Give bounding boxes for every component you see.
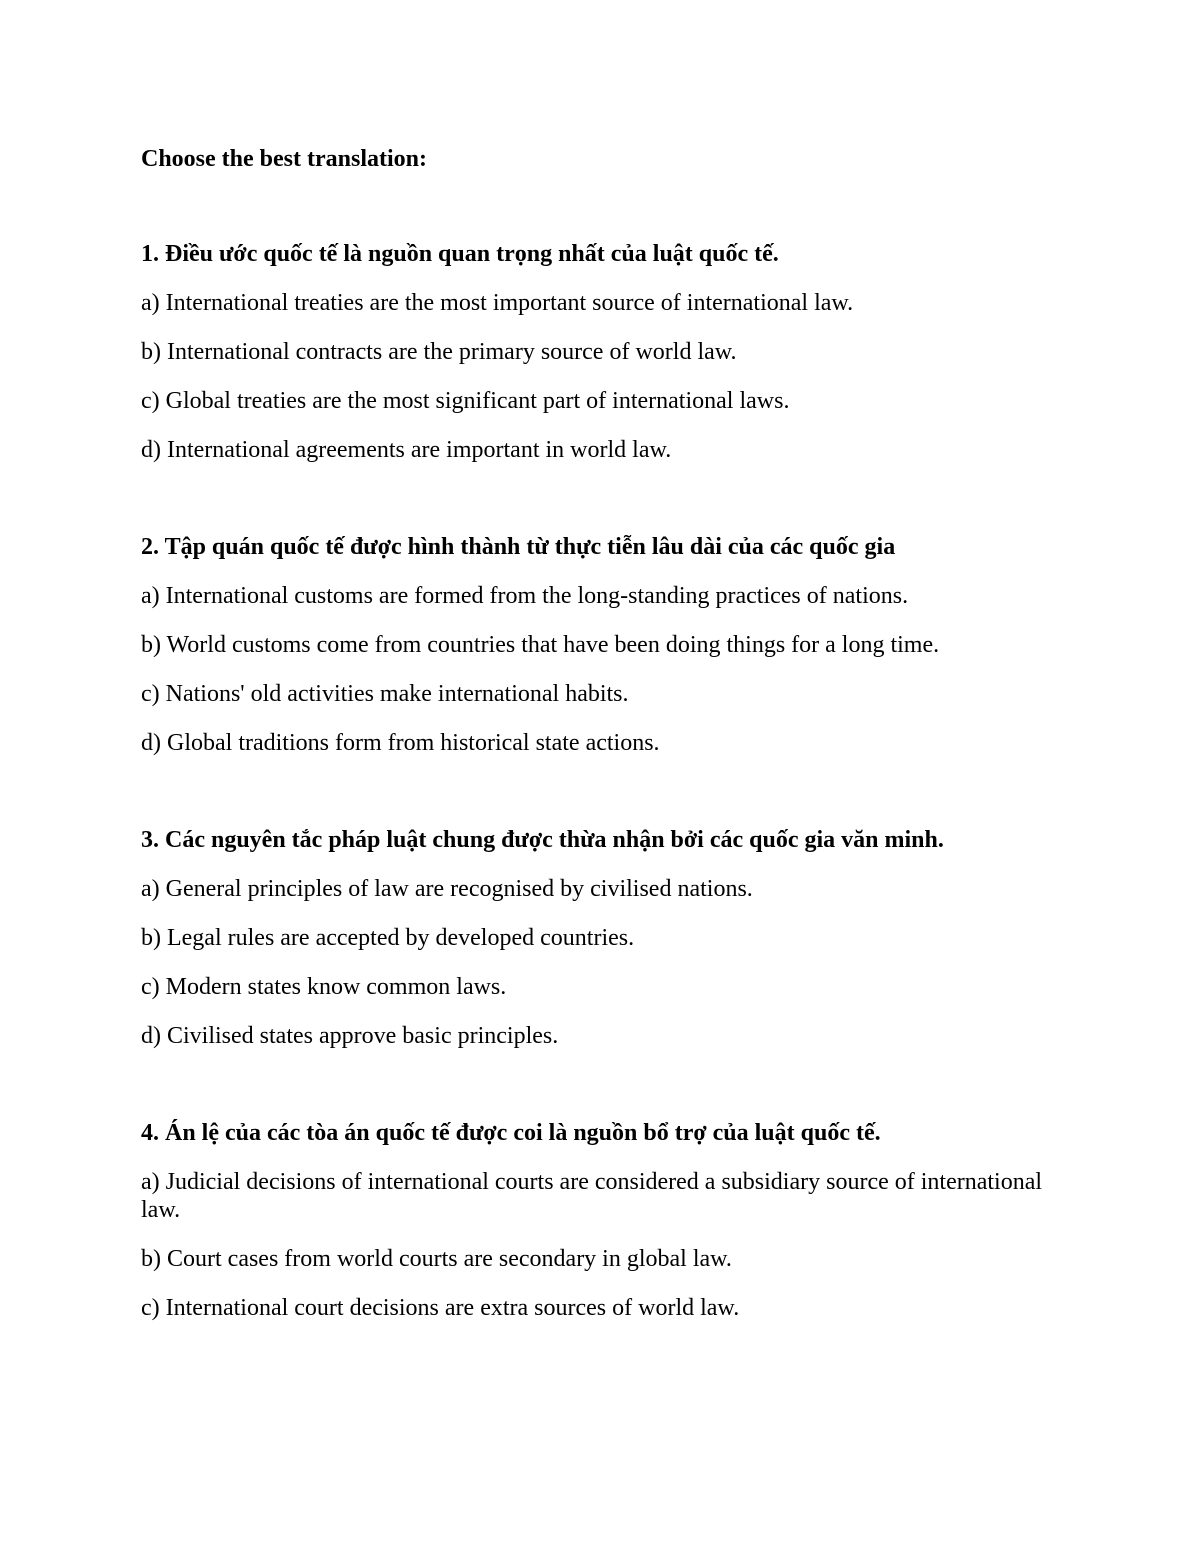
question-text: 1. Điều ước quốc tế là nguồn quan trọng nhất của luật quốc tế. — [141, 241, 779, 267]
option-a: a) International treaties are the most important source of international law. — [141, 290, 854, 316]
option-c: c) Nations' old activities make international habits. — [141, 681, 629, 707]
option-d: d) Global traditions form from historical state actions. — [141, 730, 660, 756]
question-4 — [141, 1119, 1071, 1322]
option-b: b) Court cases from world courts are secondary in global law. — [141, 1246, 732, 1272]
option-b: b) World customs come from countries that have been doing things for a long time. — [141, 632, 940, 658]
option-d: d) International agreements are important in world law. — [141, 437, 672, 463]
option-c: c) International court decisions are extra sources of world law. — [141, 1295, 740, 1321]
option-b: b) International contracts are the primary source of world law. — [141, 339, 737, 365]
options-list — [141, 875, 1071, 1050]
instruction-heading: Choose the best translation: — [141, 146, 427, 172]
question-2 — [141, 533, 1071, 757]
option-d: d) Civilised states approve basic principles. — [141, 1023, 559, 1049]
option-a: a) Judicial decisions of international courts are considered a subsidiary source of international law. — [141, 1169, 1043, 1223]
options-list — [141, 1168, 1071, 1322]
question-text: 3. Các nguyên tắc pháp luật chung được thừa nhận bởi các quốc gia văn minh. — [141, 827, 944, 853]
options-list — [141, 289, 1071, 464]
option-a: a) General principles of law are recognised by civilised nations. — [141, 876, 753, 902]
question-3 — [141, 826, 1071, 1050]
question-text: 4. Án lệ của các tòa án quốc tế được coi là nguồn bổ trợ của luật quốc tế. — [141, 1120, 881, 1146]
options-list — [141, 582, 1071, 757]
option-c: c) Modern states know common laws. — [141, 974, 507, 1000]
question-text: 2. Tập quán quốc tế được hình thành từ thực tiễn lâu dài của các quốc gia — [141, 534, 896, 560]
question-1 — [141, 240, 1071, 464]
option-b: b) Legal rules are accepted by developed countries. — [141, 925, 635, 951]
option-c: c) Global treaties are the most significant part of international laws. — [141, 388, 790, 414]
document-content — [141, 145, 1071, 1322]
option-a: a) International customs are formed from the long-standing practices of nations. — [141, 583, 909, 609]
